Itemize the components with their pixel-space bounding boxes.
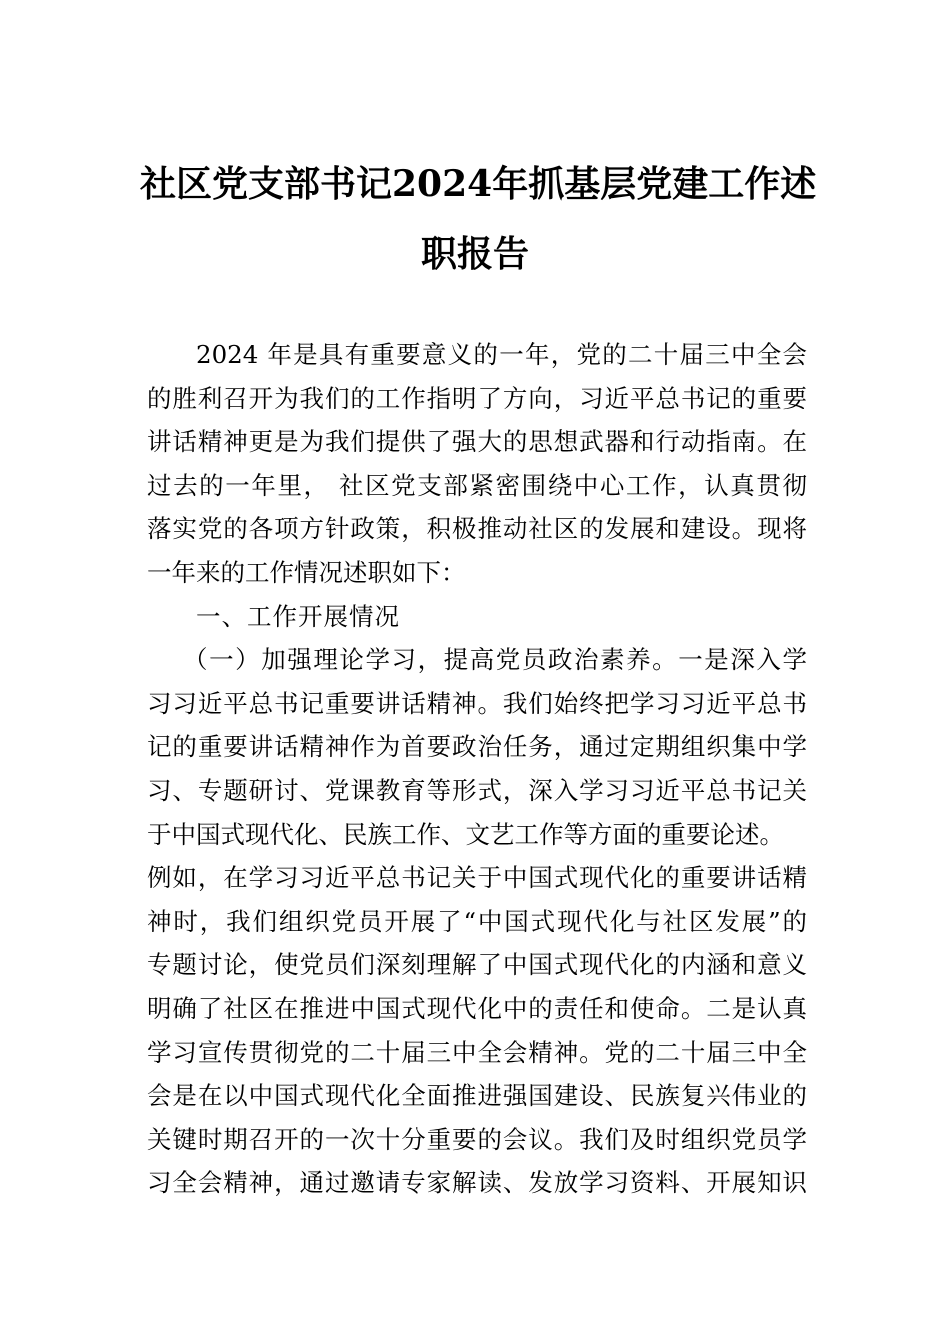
- paragraph-line: 习习近平总书记重要讲话精神。我们始终把学习习近平总书: [147, 688, 807, 718]
- paragraph-line: 关键时期召开的一次十分重要的会议。我们及时组织党员学: [147, 1124, 807, 1154]
- paragraph-line: （一）加强理论学习，提高党员政治素养。一是深入学: [183, 645, 807, 675]
- paragraph-line: 习、专题研讨、党课教育等形式，深入学习习近平总书记关: [147, 775, 807, 805]
- paragraph-line: 记的重要讲话精神作为首要政治任务，通过定期组织集中学: [147, 732, 807, 762]
- paragraph-line: 例如，在学习习近平总书记关于中国式现代化的重要讲话精: [147, 863, 807, 893]
- paragraph-line: 专题讨论，使党员们深刻理解了中国式现代化的内涵和意义: [147, 950, 807, 980]
- paragraph-line: 学习宣传贯彻党的二十届三中全会精神。党的二十届三中全: [147, 1037, 807, 1067]
- paragraph-line: 一年来的工作情况述职如下：: [147, 557, 466, 587]
- paragraph-line: 明确了社区在推进中国式现代化中的责任和使命。二是认真: [147, 993, 807, 1023]
- document-body: [147, 333, 807, 1205]
- section-heading: 一、工作开展情况: [196, 601, 400, 631]
- document-title-line-1: 社区党支部书记2024年抓基层党建工作述: [140, 163, 817, 205]
- paragraph-line: 会是在以中国式现代化全面推进强国建设、民族复兴伟业的: [147, 1081, 807, 1111]
- paragraph-line: 神时，我们组织党员开展了“中国式现代化与社区发展”的: [147, 906, 807, 936]
- paragraph-line: 过去的一年里， 社区党支部紧密围绕中心工作，认真贯彻: [147, 470, 807, 500]
- paragraph-line: 习全会精神，通过邀请专家解读、发放学习资料、开展知识: [147, 1168, 807, 1198]
- paragraph-line: 落实党的各项方针政策，积极推动社区的发展和建设。现将: [147, 514, 807, 544]
- document-title-line-2: 职报告: [420, 233, 529, 275]
- paragraph-line: 于中国式现代化、民族工作、文艺工作等方面的重要论述。: [147, 819, 784, 849]
- paragraph-line: 的胜利召开为我们的工作指明了方向，习近平总书记的重要: [147, 383, 807, 413]
- paragraph-line: 2024 年是具有重要意义的一年，党的二十届三中全会: [196, 340, 807, 369]
- paragraph-line: 讲话精神更是为我们提供了强大的思想武器和行动指南。在: [147, 427, 807, 457]
